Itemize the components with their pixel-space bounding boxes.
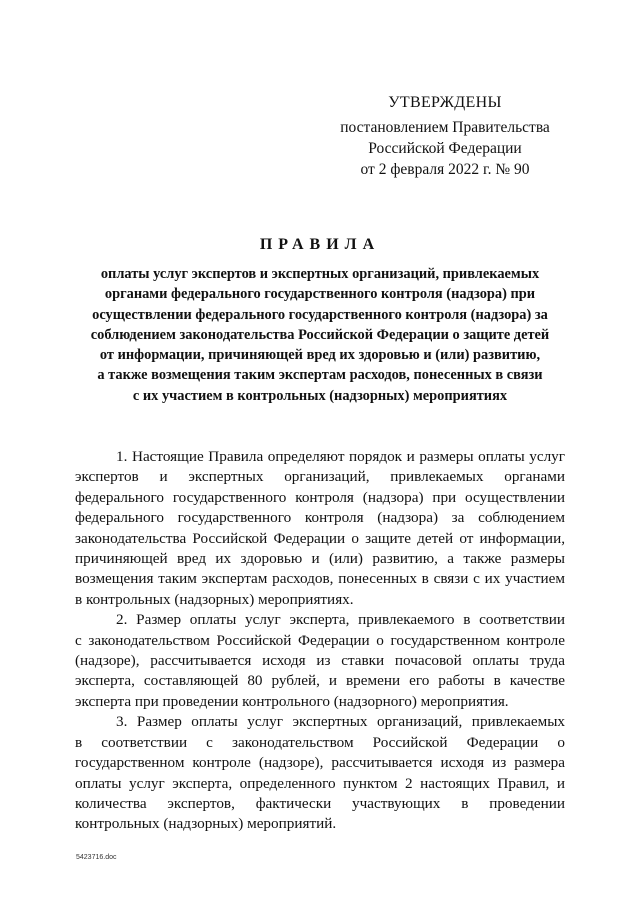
document-body xyxy=(75,447,565,835)
text-line: причиняющей вред их здоровью и (или) развитию, а также размеры xyxy=(75,550,565,568)
text-line: государственном контроле (надзоре), рассчитывается исходя из размера xyxy=(75,754,565,772)
document-subtitle xyxy=(68,264,572,406)
text-line: (надзоре), рассчитывается исходя из ставки почасовой оплаты труда xyxy=(75,652,565,670)
subtitle-line: оплаты услуг экспертов и экспертных организаций, привлекаемых xyxy=(100,266,540,282)
subtitle-line: от информации, причиняющей вред их здоровью и (или) развитию, xyxy=(99,347,541,364)
approval-line: постановлением Правительства xyxy=(340,119,550,136)
subtitle-line: органами федерального государственного контроля (надзора) при xyxy=(104,286,536,303)
text-line: экспертов и экспертных организаций, привлекаемых органами xyxy=(75,468,565,486)
text-line: в соответствии с законодательством Российской Федерации о xyxy=(75,733,565,751)
file-reference: 5423716.doc xyxy=(76,854,117,861)
text-line: в контрольных (надзорных) мероприятиях. xyxy=(75,590,354,608)
text-line: контрольных (надзорных) мероприятий. xyxy=(75,815,337,833)
text-line: возмещения таким экспертам расходов, понесенных в связи с их участием xyxy=(75,570,565,588)
document-title: ПРАВИЛА xyxy=(259,236,381,253)
approval-line: Российской Федерации xyxy=(368,140,522,157)
subtitle-line: осуществлении федерального государственного контроля (надзора) за xyxy=(92,306,548,323)
text-line: эксперта при проведении контрольного (надзорного) мероприятия. xyxy=(75,692,509,710)
text-line: 2. Размер оплаты услуг эксперта, привлекаемого в соответствии xyxy=(116,611,565,629)
text-line: 3. Размер оплаты услуг экспертных организаций, привлекаемых xyxy=(116,713,565,731)
subtitle-line: соблюдением законодательства Российской Федерации о защите детей xyxy=(90,326,550,343)
paragraph-1 xyxy=(75,447,565,610)
text-line: оплаты услуг эксперта, определенного пунктом 2 настоящих Правил, и xyxy=(75,774,565,792)
approval-block xyxy=(330,92,560,180)
text-line: 1. Настоящие Правила определяют порядок и размеры оплаты услуг xyxy=(116,448,565,465)
subtitle-line: с их участием в контрольных (надзорных) мероприятиях xyxy=(132,387,508,404)
approval-heading: УТВЕРЖДЕНЫ xyxy=(388,94,502,111)
subtitle-line: а также возмещения таким экспертам расходов, понесенных в связи xyxy=(97,367,543,384)
text-line: эксперта, составляющей 80 рублей, и времени его работы в качестве xyxy=(75,672,565,690)
paragraph-2 xyxy=(75,610,565,712)
approval-date-number: от 2 февраля 2022 г. № 90 xyxy=(360,161,530,178)
paragraph-3 xyxy=(75,712,565,834)
text-line: федерального государственного контроля (надзора) при осуществлении xyxy=(75,488,565,506)
text-line: с законодательством Российской Федерации о государственном контроле xyxy=(75,631,565,649)
text-line: федерального государственного контроля (надзора) за соблюдением xyxy=(75,509,565,527)
text-line: количества экспертов, фактически участвующих в проведении xyxy=(75,794,565,812)
text-line: законодательства Российской Федерации о защите детей от информации, xyxy=(75,529,565,547)
